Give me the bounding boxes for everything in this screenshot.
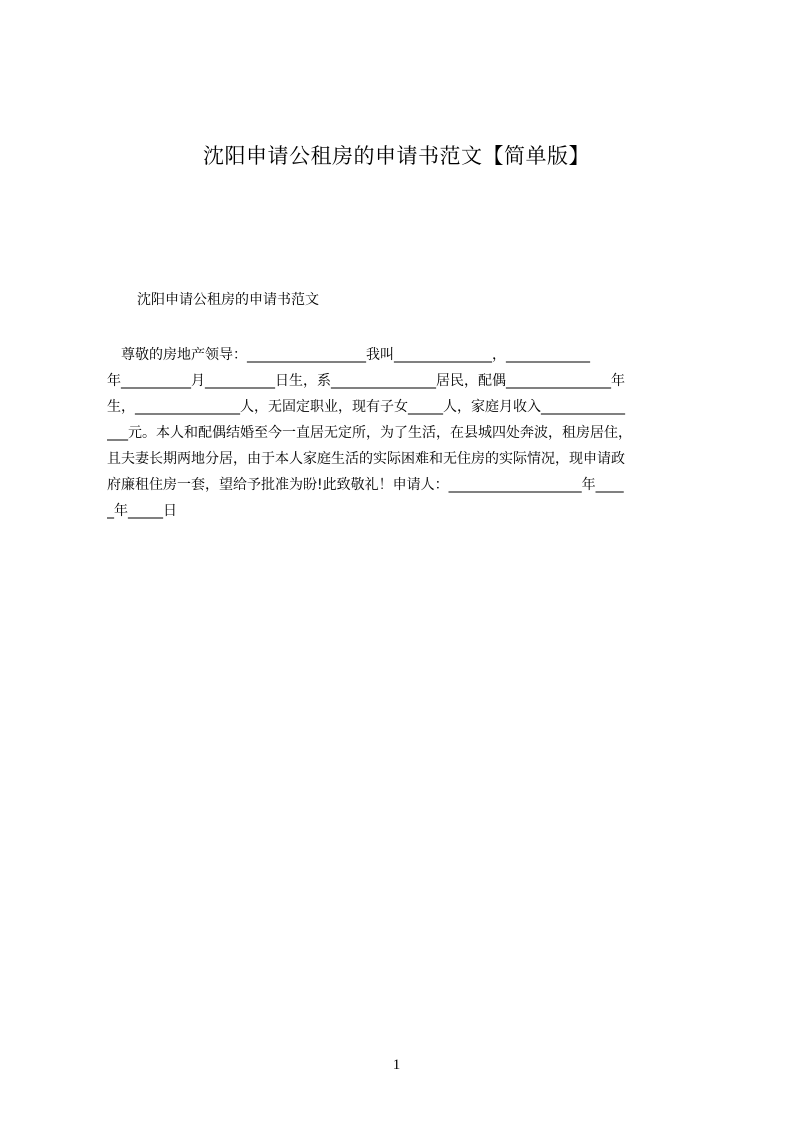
body-line-3: 生，_______________人，无固定职业，现有子女_____人，家庭月收入____________ bbox=[107, 399, 625, 415]
body-line-6: 府廉租住房一套，望给予批准为盼!此致敬礼！申请人：___________________年____ bbox=[107, 477, 624, 493]
body-line-5: 且夫妻长期两地分居，由于本人家庭生活的实际困难和无住房的实际情况，现申请政 bbox=[107, 451, 625, 467]
application-body bbox=[107, 342, 699, 524]
document-subheading: 沈阳申请公租房的申请书范文 bbox=[137, 292, 319, 308]
body-line-1: 尊敬的房地产领导：_________________我叫______________，____________ bbox=[107, 347, 590, 363]
body-line-2: 年__________月__________日生，系_______________居民，配偶_______________年 bbox=[107, 373, 625, 389]
body-line-4: ___元。本人和配偶结婚至今一直居无定所，为了生活，在县城四处奔波，租房居住， bbox=[107, 425, 632, 441]
document-title: 沈阳申请公租房的申请书范文【简单版】 bbox=[203, 144, 590, 168]
page-number: 1 bbox=[392, 1057, 401, 1073]
body-line-7: _年_____日 bbox=[107, 503, 177, 519]
